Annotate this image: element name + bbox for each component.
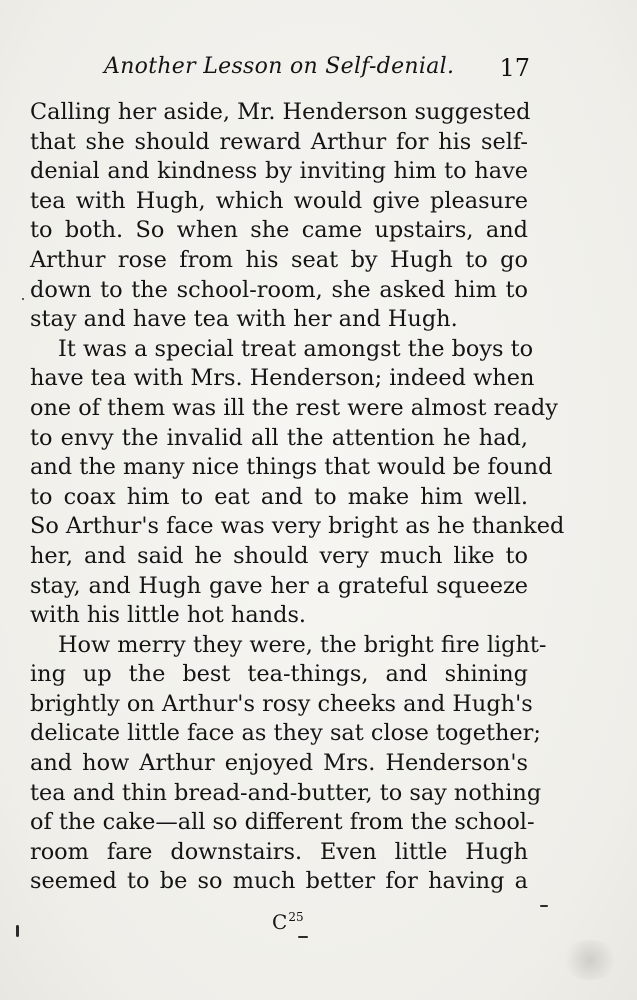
text-line: to coax him to eat and to make him well.	[30, 483, 528, 510]
text-line: stay and have tea with her and Hugh.	[30, 306, 458, 333]
ink-speck	[540, 905, 548, 907]
text-line: Arthur rose from his seat by Hugh to go	[30, 246, 528, 273]
text-line: of the cake—all so different from the school-	[30, 809, 535, 836]
ink-speck	[22, 298, 24, 300]
text-line: denial and kindness by inviting him to have	[30, 158, 528, 185]
text-line: brightly on Arthur's rosy cheeks and Hugh's	[30, 690, 533, 717]
text-line: tea with Hugh, which would give pleasure	[30, 187, 528, 214]
text-line: her, and said he should very much like to	[30, 542, 528, 569]
signature-number: 25	[288, 910, 304, 924]
paragraph-start-line: How merry they were, the bright fire light-	[58, 631, 547, 658]
page-number: 17	[499, 54, 530, 82]
text-line: have tea with Mrs. Henderson; indeed when	[30, 365, 535, 392]
text-line: one of them was ill the rest were almost ready	[30, 394, 558, 421]
text-line: down to the school-room, she asked him to	[30, 276, 528, 303]
running-title: Another Lesson on Self-denial.	[104, 54, 455, 79]
text-line: and the many nice things that would be found	[30, 454, 553, 481]
body-text	[30, 98, 565, 897]
text-line: tea and thin bread-and-butter, to say nothing	[30, 779, 542, 806]
text-line: that she should reward Arthur for his self-	[30, 128, 528, 155]
text-line: with his little hot hands.	[30, 602, 307, 629]
text-line: ing up the best tea-things, and shining	[30, 661, 528, 688]
text-line: So Arthur's face was very bright as he thanked	[30, 513, 565, 540]
ink-speck	[16, 925, 19, 937]
text-line: Calling her aside, Mr. Henderson suggested	[30, 99, 531, 125]
paragraph-start-line: It was a special treat amongst the boys to	[58, 335, 534, 362]
ink-speck	[298, 936, 308, 938]
page-header	[104, 54, 530, 88]
text-line: to both. So when she came upstairs, and	[30, 217, 528, 244]
text-line: and how Arthur enjoyed Mrs. Henderson's	[30, 750, 528, 777]
signature-letter: C	[272, 910, 288, 934]
text-line: delicate little face as they sat close together;	[30, 720, 541, 747]
text-line: stay, and Hugh gave her a grateful squeeze	[30, 572, 528, 599]
signature-mark	[272, 910, 304, 934]
page-smudge	[560, 940, 620, 980]
text-line: to envy the invalid all the attention he had,	[30, 424, 528, 451]
text-line: room fare downstairs. Even little Hugh	[30, 838, 528, 865]
text-line: seemed to be so much better for having a	[30, 868, 528, 895]
